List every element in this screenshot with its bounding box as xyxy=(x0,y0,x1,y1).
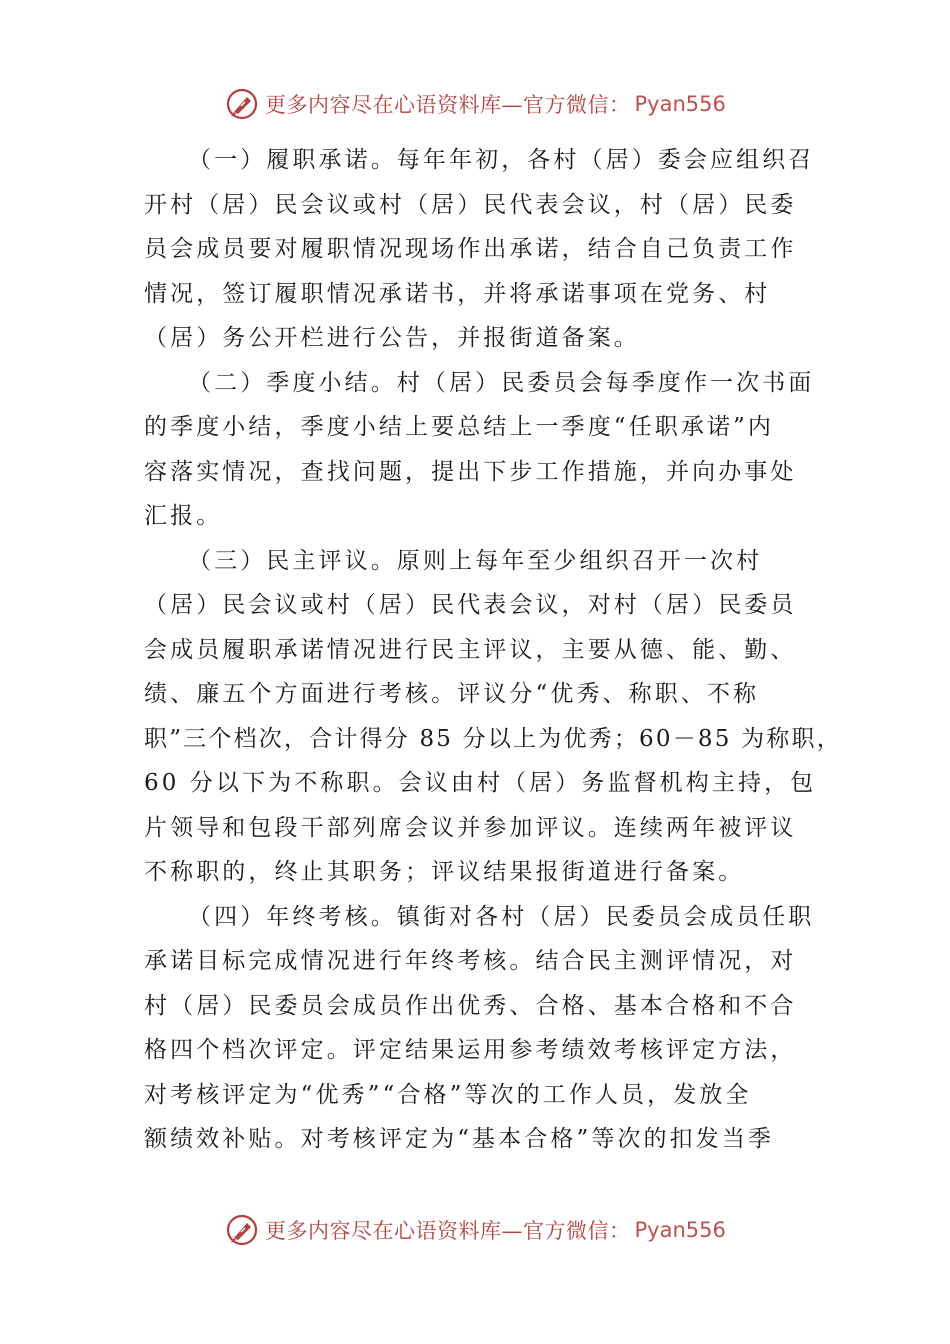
text-line: 容落实情况，查找问题，提出下步工作措施，并向办事处 xyxy=(144,458,797,485)
paragraph-democratic-review xyxy=(144,539,842,895)
text-line: （三）民主评议。原则上每年至少组织召开一次村 xyxy=(188,547,763,574)
text-line: 汇报。 xyxy=(144,503,223,529)
text-line: （居）民会议或村（居）民代表会议，对村（居）民委员 xyxy=(144,592,797,618)
text-line: （居）务公开栏进行公告，并报街道备案。 xyxy=(144,325,640,351)
paragraph-fulfillment-commitment xyxy=(144,138,824,361)
text-line: 开村（居）民会议或村（居）民代表会议，村（居）民委 xyxy=(144,191,797,218)
text-line: 承诺目标完成情况进行年终考核。结合民主测评情况，对 xyxy=(144,948,797,974)
text-line: 职”三个档次，合计得分 85 分以上为优秀；60－85 为称职， xyxy=(144,725,842,752)
watermark-text: 更多内容尽在心语资料库—官方微信： xyxy=(265,93,631,117)
paragraph-annual-assessment xyxy=(144,895,824,1162)
text-line: 会成员履职承诺情况进行民主评议，主要从德、能、勤、 xyxy=(144,636,797,663)
watermark-id: Pyan556 xyxy=(634,1218,726,1242)
text-line: 片领导和包段干部列席会议并参加评议。连续两年被评议 xyxy=(144,814,797,841)
text-line: 额绩效补贴。对考核评定为“基本合格”等次的扣发当季 xyxy=(144,1126,775,1152)
watermark-id: Pyan556 xyxy=(634,92,726,116)
text-line: （四）年终考核。镇街对各村（居）民委员会成员任职 xyxy=(188,903,815,930)
text-line: （一）履职承诺。每年年初，各村（居）委会应组织召 xyxy=(188,147,815,173)
text-line: 格四个档次评定。评定结果运用参考绩效考核评定方法， xyxy=(144,1037,797,1063)
pen-nib-logo-icon xyxy=(225,87,259,121)
paragraph-quarterly-summary xyxy=(144,361,824,539)
document-body xyxy=(144,138,842,1162)
text-line: 60 分以下为不称职。会议由村（居）务监督机构主持，包 xyxy=(144,770,817,796)
text-line: 员会成员要对履职情况现场作出承诺，结合自己负责工作 xyxy=(144,236,797,262)
text-line: （二）季度小结。村（居）民委员会每季度作一次书面 xyxy=(188,369,815,396)
text-line: 绩、廉五个方面进行考核。评议分“优秀、称职、不称 xyxy=(144,681,760,707)
watermark-text: 更多内容尽在心语资料库—官方微信： xyxy=(265,1219,631,1243)
text-line: 情况，签订履职情况承诺书，并将承诺事项在党务、村 xyxy=(144,280,771,307)
pen-nib-logo-icon xyxy=(225,1213,259,1247)
text-line: 村（居）民委员会成员作出优秀、合格、基本合格和不合 xyxy=(144,992,797,1019)
watermark-header xyxy=(225,84,745,124)
text-line: 的季度小结，季度小结上要总结上一季度“任职承诺”内 xyxy=(144,414,775,440)
text-line: 不称职的，终止其职务；评议结果报街道进行备案。 xyxy=(144,859,745,885)
text-line: 对考核评定为“优秀”“合格”等次的工作人员，发放全 xyxy=(144,1081,752,1108)
watermark-footer xyxy=(225,1210,745,1250)
